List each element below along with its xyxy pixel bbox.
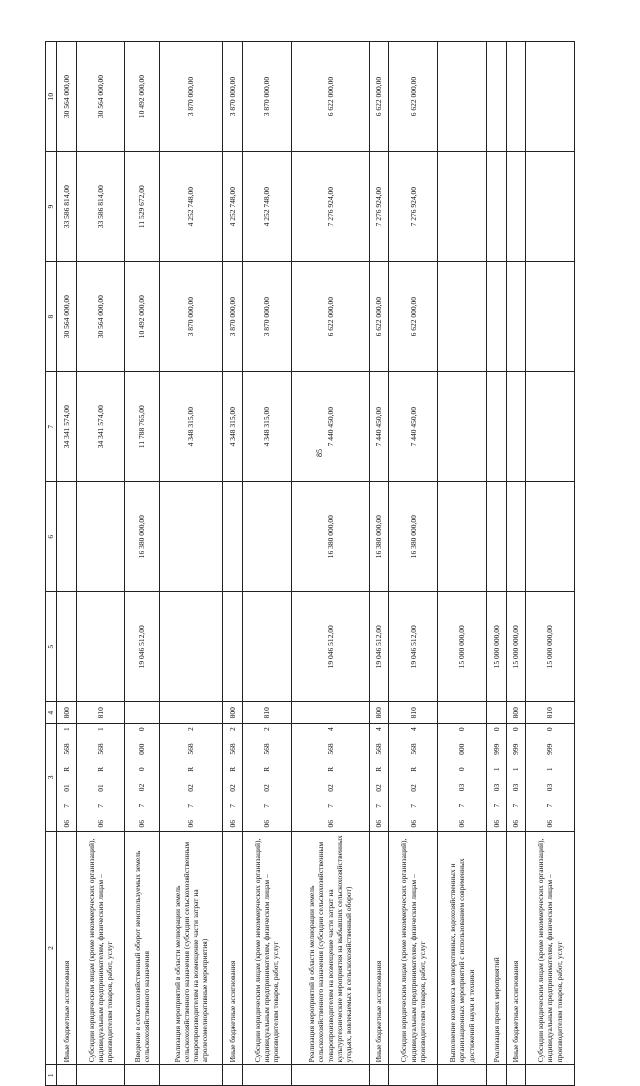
code-part: 06	[137, 820, 147, 828]
code-part: 06	[374, 820, 384, 828]
amount-c7: 34 341 574,00	[57, 372, 77, 482]
amount-c6: 16 380 000,00	[369, 482, 389, 592]
code-part: 7	[61, 804, 71, 808]
row-spacer-cell	[506, 1065, 526, 1086]
code-part: 02	[408, 784, 418, 792]
amount-c5	[223, 592, 243, 702]
amount-c7	[526, 372, 575, 482]
budget-classification-code	[369, 724, 389, 831]
row-name: Введение в сельскохозяйственный оборот неиспользуемых земель сельскохозяйственного назначения	[125, 831, 159, 1065]
code-part: 01	[95, 784, 105, 792]
code-part: 06	[491, 820, 501, 828]
amount-c5: 15 000 000,00	[438, 592, 487, 702]
header-cell: 6	[46, 482, 57, 592]
code-part: 02	[137, 783, 147, 792]
amount-c10: 3 870 000,00	[159, 42, 223, 152]
amount-c6	[242, 482, 291, 592]
budget-classification-code	[125, 724, 159, 831]
amount-c9: 7 276 924,00	[369, 152, 389, 262]
amount-c7: 7 440 450,00	[389, 372, 438, 482]
code-part: 4	[408, 727, 418, 732]
code-part: 0	[457, 767, 467, 772]
amount-c5	[57, 592, 77, 702]
table-row	[242, 42, 291, 1086]
expense-type-code: 800	[369, 702, 389, 724]
row-name: Иные бюджетные ассигнования	[223, 831, 243, 1065]
code-part: 2	[186, 727, 196, 732]
header-cell: 3	[46, 724, 57, 831]
table-row	[291, 42, 369, 1086]
row-name: Иные бюджетные ассигнования	[57, 831, 77, 1065]
row-spacer-cell	[526, 1065, 575, 1086]
code-part: 06	[325, 820, 335, 828]
expense-type-code	[125, 702, 159, 724]
code-part: 0	[137, 767, 147, 772]
code-part: 7	[457, 803, 467, 808]
code-part: 02	[325, 784, 335, 792]
row-spacer-cell	[438, 1065, 487, 1086]
expense-type-code: 800	[223, 702, 243, 724]
amount-c9: 4 252 748,00	[242, 152, 291, 262]
table-row	[76, 42, 125, 1086]
code-part: 0	[457, 727, 467, 732]
budget-classification-code	[506, 724, 526, 831]
code-part: 1	[511, 767, 521, 772]
code-part: 568	[61, 743, 71, 755]
expense-type-code	[438, 702, 487, 724]
amount-c6: 16 380 000,00	[291, 482, 369, 592]
row-name: Субсидии юридическим лицам (кроме некоммерческих организаций), индивидуальным предпринимателям, физическим лицам – производителям товаров, работ, услуг	[526, 831, 575, 1065]
table-row	[389, 42, 438, 1086]
code-part: 568	[95, 743, 105, 755]
amount-c8	[526, 262, 575, 372]
table-row	[223, 42, 243, 1086]
amount-c9: 11 529 672,00	[125, 152, 159, 262]
budget-classification-code	[242, 724, 291, 831]
row-spacer-cell	[223, 1065, 243, 1086]
amount-c5	[159, 592, 223, 702]
code-part: 06	[511, 820, 521, 828]
amount-c5	[76, 592, 125, 702]
amount-c5: 15 000 000,00	[526, 592, 575, 702]
budget-classification-code	[76, 724, 125, 831]
amount-c10: 30 564 000,00	[76, 42, 125, 152]
code-part: 06	[186, 820, 196, 828]
code-part: 568	[227, 743, 237, 755]
header-cell: 10	[46, 42, 57, 152]
amount-c6	[159, 482, 223, 592]
amount-c5: 19 046 512,00	[389, 592, 438, 702]
code-part: 7	[227, 804, 237, 808]
code-part: R	[325, 766, 335, 772]
code-part: 4	[325, 727, 335, 732]
amount-c5	[242, 592, 291, 702]
amount-c6: 16 380 000,00	[125, 482, 159, 592]
amount-c8: 10 492 000,00	[125, 262, 159, 372]
amount-c7: 4 348 315,00	[159, 372, 223, 482]
budget-table-wrapper	[45, 41, 575, 1086]
amount-c8: 30 564 000,00	[57, 262, 77, 372]
amount-c6	[487, 482, 507, 592]
budget-classification-code	[487, 724, 507, 831]
code-part: 7	[325, 804, 335, 808]
amount-c10	[506, 42, 526, 152]
code-part: 7	[408, 804, 418, 808]
amount-c10: 6 622 000,00	[291, 42, 369, 152]
code-part: 999	[491, 743, 501, 755]
code-part: 0	[545, 727, 555, 732]
amount-c6	[438, 482, 487, 592]
code-part: 7	[137, 803, 147, 808]
amount-c8: 3 870 000,00	[223, 262, 243, 372]
code-part: 0	[491, 727, 501, 732]
code-part: R	[374, 766, 384, 772]
row-name: Реализация прочих мероприятий	[487, 831, 507, 1065]
code-part: 02	[227, 784, 237, 792]
code-part: 0	[137, 727, 147, 732]
code-part: 568	[186, 743, 196, 755]
amount-c10	[438, 42, 487, 152]
code-part: 1	[95, 727, 105, 732]
code-part: 06	[95, 820, 105, 828]
code-part: 06	[457, 820, 467, 828]
code-part: R	[61, 766, 71, 772]
amount-c5: 19 046 512,00	[369, 592, 389, 702]
amount-c8: 6 622 000,00	[369, 262, 389, 372]
table-body	[57, 42, 575, 1086]
code-part: 03	[545, 783, 555, 792]
amount-c9	[526, 152, 575, 262]
row-spacer-cell	[369, 1065, 389, 1086]
amount-c6	[76, 482, 125, 592]
amount-c8: 30 564 000,00	[76, 262, 125, 372]
amount-c10: 10 492 000,00	[125, 42, 159, 152]
budget-classification-code	[438, 724, 487, 831]
amount-c8: 3 870 000,00	[242, 262, 291, 372]
code-part: 999	[545, 743, 555, 755]
row-spacer-cell	[389, 1065, 438, 1086]
code-part: 2	[227, 727, 237, 732]
amount-c6	[223, 482, 243, 592]
row-name: Субсидии юридическим лицам (кроме некоммерческих организаций), индивидуальным предпринимателям, физическим лицам – производителям товаров, работ, услуг	[242, 831, 291, 1065]
row-name: Иные бюджетные ассигнования	[369, 831, 389, 1065]
amount-c7	[438, 372, 487, 482]
table-row	[57, 42, 77, 1086]
code-part: 02	[261, 784, 271, 792]
table-row	[526, 42, 575, 1086]
code-part: 999	[511, 743, 521, 755]
amount-c5: 19 046 512,00	[125, 592, 159, 702]
code-part: 7	[511, 803, 521, 808]
code-part: 1	[491, 767, 501, 772]
amount-c9: 7 276 924,00	[291, 152, 369, 262]
code-part: 000	[137, 743, 147, 755]
budget-classification-code	[223, 724, 243, 831]
expense-type-code: 810	[389, 702, 438, 724]
row-spacer-cell	[57, 1065, 77, 1086]
amount-c9	[506, 152, 526, 262]
row-name: Выполнение комплекса мелиоративных, водохозяйственных и организационных мероприятий с использованием современных достижений науки и техники	[438, 831, 487, 1065]
code-part: 02	[374, 784, 384, 792]
amount-c7: 11 788 765,00	[125, 372, 159, 482]
amount-c6	[57, 482, 77, 592]
code-part: 568	[408, 743, 418, 755]
amount-c10: 6 622 000,00	[389, 42, 438, 152]
expense-type-code: 800	[506, 702, 526, 724]
code-part: R	[227, 766, 237, 772]
code-part: R	[261, 766, 271, 772]
expense-type-code: 810	[526, 702, 575, 724]
header-cell: 5	[46, 592, 57, 702]
amount-c8: 3 870 000,00	[159, 262, 223, 372]
amount-c10: 6 622 000,00	[369, 42, 389, 152]
amount-c9: 33 586 814,00	[76, 152, 125, 262]
amount-c10	[487, 42, 507, 152]
row-spacer-cell	[159, 1065, 223, 1086]
amount-c10: 30 564 000,00	[57, 42, 77, 152]
amount-c6	[526, 482, 575, 592]
row-spacer-cell	[291, 1065, 369, 1086]
amount-c9	[487, 152, 507, 262]
header-cell: 2	[46, 831, 57, 1065]
header-row	[46, 42, 57, 1086]
amount-c9: 33 586 814,00	[57, 152, 77, 262]
code-part: 4	[374, 727, 384, 732]
amount-c6: 16 380 000,00	[389, 482, 438, 592]
expense-type-code: 810	[242, 702, 291, 724]
budget-classification-code	[526, 724, 575, 831]
amount-c10: 3 870 000,00	[223, 42, 243, 152]
code-part: 2	[261, 727, 271, 732]
code-part: R	[186, 766, 196, 772]
code-part: 1	[545, 767, 555, 772]
amount-c9: 7 276 924,00	[389, 152, 438, 262]
table-row	[159, 42, 223, 1086]
code-part: 03	[491, 783, 501, 792]
code-part: 06	[408, 820, 418, 828]
amount-c8	[487, 262, 507, 372]
code-part: 03	[457, 783, 467, 792]
budget-classification-code	[291, 724, 369, 831]
budget-table	[45, 41, 575, 1086]
code-part: 568	[325, 743, 335, 755]
code-part: 000	[457, 743, 467, 755]
row-spacer-cell	[487, 1065, 507, 1086]
code-part: 568	[261, 743, 271, 755]
expense-type-code	[291, 702, 369, 724]
table-row	[506, 42, 526, 1086]
header-cell: 8	[46, 262, 57, 372]
code-part: 06	[261, 820, 271, 828]
amount-c8	[506, 262, 526, 372]
code-part: 7	[491, 803, 501, 808]
code-part: 568	[374, 743, 384, 755]
row-name: Субсидии юридическим лицам (кроме некоммерческих организаций), индивидуальным предпринимателям, физическим лицам – производителям товаров, работ, услуг	[76, 831, 125, 1065]
amount-c9: 4 252 748,00	[223, 152, 243, 262]
page-number: 85	[315, 449, 324, 457]
header-cell: 4	[46, 702, 57, 724]
code-part: 7	[95, 804, 105, 808]
code-part: 7	[374, 804, 384, 808]
row-name: Реализация мероприятий в области мелиорации земель сельскохозяйственного назначения (субсидии сельскохозяйственным товаропроизводителям на возмещение части затрат на агролесомелиоративные мероприятия)	[159, 831, 223, 1065]
amount-c8: 6 622 000,00	[389, 262, 438, 372]
budget-classification-code	[159, 724, 223, 831]
row-name: Реализация мероприятий в области мелиорации земель сельскохозяйственного назначения (субсидии сельскохозяйственным товаропроизводителям на возмещение части затрат на культуртехнические мероприятия на выбывших сельскохозяйственных угодьях, вовлекаемых в сельскохозяйственный оборот)	[291, 831, 369, 1065]
row-spacer-cell	[242, 1065, 291, 1086]
code-part: 06	[227, 820, 237, 828]
header-cell: 9	[46, 152, 57, 262]
amount-c7	[487, 372, 507, 482]
table-row	[487, 42, 507, 1086]
amount-c7: 7 440 450,00	[369, 372, 389, 482]
row-spacer-cell	[125, 1065, 159, 1086]
amount-c10	[526, 42, 575, 152]
table-row	[438, 42, 487, 1086]
amount-c7: 4 348 315,00	[223, 372, 243, 482]
code-part: 06	[545, 820, 555, 828]
code-part: 7	[186, 804, 196, 808]
code-part: 7	[261, 804, 271, 808]
amount-c7	[506, 372, 526, 482]
header-cell: 1	[46, 1065, 57, 1086]
amount-c6	[506, 482, 526, 592]
amount-c5: 15 000 000,00	[506, 592, 526, 702]
row-spacer-cell	[76, 1065, 125, 1086]
code-part: 06	[61, 820, 71, 828]
code-part: 7	[545, 803, 555, 808]
budget-classification-code	[389, 724, 438, 831]
code-part: 1	[61, 727, 71, 732]
row-name: Иные бюджетные ассигнования	[506, 831, 526, 1065]
header-cell: 7	[46, 372, 57, 482]
amount-c8: 6 622 000,00	[291, 262, 369, 372]
amount-c10: 3 870 000,00	[242, 42, 291, 152]
code-part: R	[95, 766, 105, 772]
amount-c7: 34 341 574,00	[76, 372, 125, 482]
code-part: 01	[61, 784, 71, 792]
amount-c7: 4 348 315,00	[242, 372, 291, 482]
amount-c7: 7 440 450,00	[291, 372, 369, 482]
table-row	[125, 42, 159, 1086]
table-row	[369, 42, 389, 1086]
expense-type-code: 810	[76, 702, 125, 724]
expense-type-code	[159, 702, 223, 724]
code-part: 03	[511, 783, 521, 792]
amount-c9	[438, 152, 487, 262]
amount-c5: 15 000 000,00	[487, 592, 507, 702]
budget-classification-code	[57, 724, 77, 831]
code-part: 0	[511, 727, 521, 732]
amount-c5: 19 046 512,00	[291, 592, 369, 702]
amount-c9: 4 252 748,00	[159, 152, 223, 262]
expense-type-code: 800	[57, 702, 77, 724]
code-part: R	[408, 766, 418, 772]
row-name: Субсидии юридическим лицам (кроме некоммерческих организаций), индивидуальным предпринимателям, физическим лицам – производителям товаров, работ, услуг	[389, 831, 438, 1065]
code-part: 02	[186, 784, 196, 792]
expense-type-code	[487, 702, 507, 724]
amount-c8	[438, 262, 487, 372]
